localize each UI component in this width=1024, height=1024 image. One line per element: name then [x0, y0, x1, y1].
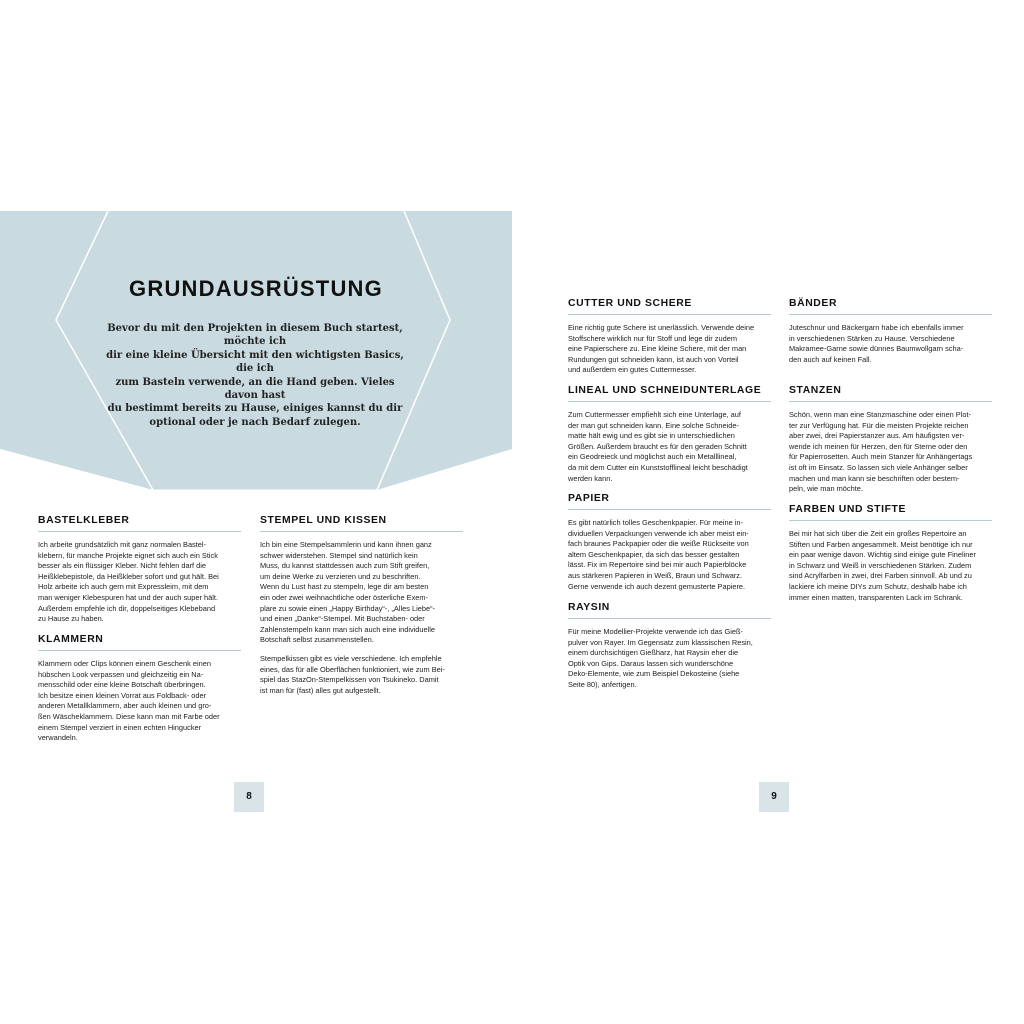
page-number: 8: [234, 782, 264, 812]
section-text: Eine richtig gute Schere ist unerlässlich. Verwende deine Stoffschere wirklich nur für Stoff und lege dir zudem eine Papierschere zu. Eine kleine Schere, mit der man Rundungen gut schneiden kann, ist auch von Vorteil und außerdem ein gutes Cuttermesser.: [568, 323, 755, 375]
page-title: GRUNDAUSRÜSTUNG: [129, 276, 383, 301]
section-heading: BASTELKLEBER: [38, 515, 241, 532]
section-heading: STANZEN: [789, 385, 992, 402]
section-text: Bei mir hat sich über die Zeit ein großes Repertoire an Stiften und Farben angesammelt. Meist benötige ich nur ein paar wenige davon. Wichtig sind einige gute Fineliner in Schwarz und Weiß in verschiedenen Stärken. Zudem sind Acrylfarben in zwei, drei Farben sinnvoll. Ab und zu lackiere ich meine DIYs zum Schutz, deshalb habe ich immer einen matten, transparenten Lack im Schrank.: [789, 529, 976, 602]
section-text: Juteschnur und Bäckergarn habe ich ebenfalls immer in verschiedenen Stärken zu Hause. Verschiedene Makramee-Garne sowie dünnes Baumwollgarn scha- den auch auf keinen Fall.: [789, 323, 964, 364]
section-klammern: [38, 634, 241, 744]
section-stanzen: [789, 385, 992, 495]
section-heading: CUTTER UND SCHERE: [568, 298, 771, 315]
section-heading: LINEAL UND SCHNEIDUNTERLAGE: [568, 385, 771, 402]
section-heading: KLAMMERN: [38, 634, 241, 651]
section-text: Ich bin eine Stempelsammlerin und kann ihnen ganz schwer widerstehen. Stempel sind natürlich kein Muss, du kannst stattdessen auch zum Stift greifen, um deine Werke zu verzieren und zu beschriften. Wenn du Lust hast zu stempeln, lege dir am besten ein oder zwei weihnachtliche oder österliche Exem- plare zu sowie einen „Happy Birthday“-, „Alles Liebe“- und einen „Danke“-Stempel. Mit Buchstaben- oder Zahlenstempeln kann man sich auch eine individuelle Botschaft selbst zusammenstellen.: [260, 540, 436, 645]
section-heading: STEMPEL UND KISSEN: [260, 515, 463, 532]
section-heading: FARBEN UND STIFTE: [789, 504, 992, 521]
section-text: Zum Cuttermesser empfiehlt sich eine Unterlage, auf der man gut schneiden kann. Eine solche Schneide- matte hält ewig und es gibt sie in unterschiedlichen Größen. Außerdem braucht es für den geraden Schnitt ein Geodreieck und möglichst auch ein Metalllineal, da mit dem Cutter ein Kunststofflineal leicht beschädigt werden kann.: [568, 410, 748, 483]
section-papier: [568, 493, 771, 592]
section-raysin: [568, 602, 771, 691]
section-lineal: [568, 385, 771, 484]
section-heading: BÄNDER: [789, 298, 992, 315]
section-stempel: [260, 515, 463, 696]
page-number: 9: [759, 782, 789, 812]
section-bastelkleber: [38, 515, 241, 625]
section-text: Für meine Modellier-Projekte verwende ich das Gieß- pulver von Rayer. Im Gegensatz zum klassischen Resin, einem durchsichtigen Gießharz, hat Raysin eher die Optik von Gips. Daraus lassen sich wunderschöne Deko-Elemente, wie zum Beispiel Dekosteine (siehe Seite 80), anfertigen.: [568, 627, 753, 689]
section-text: Klammern oder Clips können einem Geschenk einen hübschen Look verpassen und gleichzeitig ein Na- mensschild oder eine kleine Botschaft überbringen. Ich besitze einen kleinen Vorrat aus Foldback- oder anderen Metallklammern, aber auch kleinen und gro- ßen Wäscheklammern. Diese kann man mit Farbe oder einem Stempel verziert in einen echten Hingucker verwandeln.: [38, 659, 220, 743]
section-baender: [789, 298, 992, 365]
section-farben: [789, 504, 992, 603]
intro-text: Bevor du mit den Projekten in diesem Buch startest, möchte ich dir eine kleine Übersicht mit den wichtigsten Basics, die ich zum Basteln verwende, an die Hand geben. Vieles davon hast du bestimmt bereits zu Hause, einiges kannst du dir optional oder je nach Bedarf zulegen.: [106, 323, 404, 428]
section-text-2: Stempelkissen gibt es viele verschiedene. Ich empfehle eines, das für alle Oberflächen funktioniert, wie zum Bei- spiel das StazOn-Stempelkissen von Tsukineko. Damit ist man für (fast) alles gut aufgestellt.: [260, 653, 445, 695]
section-heading: RAYSIN: [568, 602, 771, 619]
section-heading: PAPIER: [568, 493, 771, 510]
section-cutter: [568, 298, 771, 376]
section-text: Schön, wenn man eine Stanzmaschine oder einen Plot- ter zur Verfügung hat. Für die meisten Projekte reichen aber zwei, drei Papierstanzer aus. Am häufigsten ver- wende ich meinen für Herzen, den für Sterne oder den für Papierrosetten. Auch mein Stanzer für Anhängertags ist oft im Einsatz. So lassen sich viele Anhänger selber machen und man kann sie beschriften oder bestem- peln, wie man möchte.: [789, 410, 973, 494]
section-text: Ich arbeite grundsätzlich mit ganz normalen Bastel- klebern, für manche Projekte eignet sich auch ein Stick besser als ein flüssiger Kleber. Nicht fehlen darf die Heißklebepistole, da Heißkleber sofort und gut hält. Bei Holz arbeite ich auch gern mit Expressleim, mit dem man weniger Klebespuren hat und der auch super hält. Außerdem empfehle ich dir, doppelseitiges Klebeband zu Hause zu haben.: [38, 540, 219, 624]
right-page: [512, 0, 1024, 1024]
section-text: Es gibt natürlich tolles Geschenkpapier. Für meine in- dividuellen Verpackungen verwende ich aber meist ein- fach braunes Packpapier oder die weiße Rückseite von altem Geschenkpapier, da sich das besser gestalten lässt. Fix im Repertoire sind bei mir auch Papierblöcke aus stärkeren Papieren in Weiß, Braun und Schwarz. Gerne verwende ich auch dezent gemusterte Papiere.: [568, 518, 749, 591]
